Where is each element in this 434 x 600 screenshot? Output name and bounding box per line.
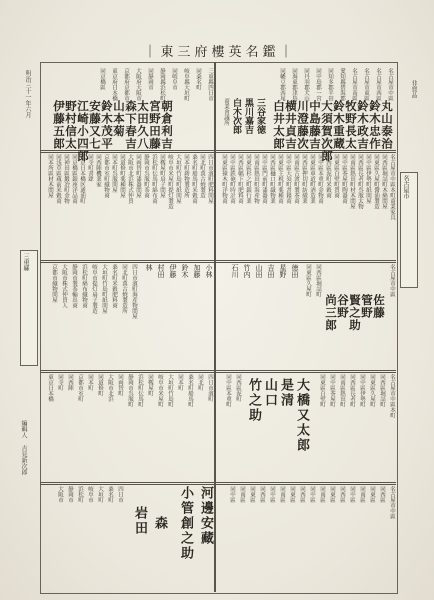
s2r-19: 同西區幅下町肥料商 [237, 154, 243, 204]
s2l-2: 桑名町船馬町米穀商 [191, 154, 197, 204]
s5r-13: 同西區 [259, 486, 265, 503]
s2l-14: 同西陣機業家 [95, 154, 101, 187]
s3l-small-3: 大垣町竹島町紙問屋 [101, 264, 107, 314]
s2r-6: 同中區茶屋町陶器商 [341, 154, 347, 204]
s5l-small-3: 岐阜市 [87, 486, 93, 503]
s2l-9: 同両替町漆器問屋 [135, 154, 141, 198]
s2l-13: 京都市室町織物商 [103, 154, 109, 198]
s2l-17: 同京橋區銀座洋品商 [71, 154, 77, 204]
s3l-small-4: 岐阜市提灯扇子製造 [91, 264, 97, 314]
sec5-right [218, 486, 394, 590]
s5r-10: 同東區 [289, 486, 295, 503]
small-tr-5: 同知多郡半田 [327, 68, 333, 101]
s2r-18: 同東區杉之町銀行業 [245, 154, 251, 204]
sec2-right [218, 154, 394, 258]
s4l-2: 桑名町船馬町 [187, 374, 193, 407]
left-side-box-text-0: 三重縣 [22, 253, 29, 271]
sec4-big-3: 竹之助 [246, 378, 261, 423]
name-top-right-4: 鈴木重蔵 [332, 100, 346, 150]
name-top-left-9: 伊藤五郎 [52, 100, 66, 150]
s5r-16: 同中區 [229, 486, 235, 503]
s2l-15: 同寺町書肆 [87, 154, 93, 182]
name-top-left-5: 鈴木茂平 [100, 100, 114, 150]
s3r-small-1: 同西區堀詰町 [315, 264, 321, 297]
s4r-small-1: 同西區堀詰町 [379, 374, 385, 407]
sec3-big-0: 佐藤 [372, 294, 386, 319]
s3r-row-4: 竹内 [243, 264, 251, 278]
divider-2 [40, 260, 396, 263]
s5l-small-6: 大阪市 [57, 486, 63, 503]
left-margin-date: 明治三十一年六月 [24, 70, 31, 118]
name-top-right-6: 中島藤吉 [308, 100, 322, 150]
name-top-right-3: 牧野長太 [344, 100, 358, 150]
s4r-small-3: 同中區伊勢町 [359, 374, 365, 407]
s2r-21: 同東區撞木町洋物商 [221, 154, 227, 204]
s3l-row-3: 伊藤 [169, 264, 177, 278]
small-tr-9: 同幡豆郡西尾 [279, 68, 285, 101]
s4r-small-2: 同東區久屋町 [369, 374, 375, 407]
sec3-big-1: 管野 [360, 294, 374, 319]
name-top-right-2: 鈴木政吉 [356, 100, 370, 150]
s3r-small-0: 名古屋市中區 [389, 264, 395, 297]
s5r-2: 同東區 [369, 486, 375, 503]
s2l-0: 四日市濱町肥料問屋 [207, 154, 213, 204]
s4l-13: 京都市室町 [77, 374, 83, 402]
top-mid-1: 黒川嘉吉 [243, 98, 253, 134]
s2r-4: 同西區長者町呉服太物 [357, 154, 363, 209]
s2r-5: 同南區熱田町材木問屋 [349, 154, 355, 209]
s2r-3: 同中區伊勢町紙問屋 [365, 154, 371, 204]
s2r-12: 同南區古渡町製茶商 [293, 154, 299, 204]
s3l-small-8: 京都市織物問屋 [51, 264, 57, 303]
s2r-9: 同中區本重町金物商 [317, 154, 323, 204]
s5r-11: 同南區 [279, 486, 285, 503]
s2l-20: 同本所區材木問屋 [47, 154, 53, 198]
small-tr-7: 同丹羽郡犬山 [303, 68, 309, 101]
s4l-6: 同靱屋町 [147, 374, 153, 396]
left-side-box [20, 250, 38, 366]
top-mid-2: 白木次郎 [231, 98, 241, 134]
s5r-1: 同西區 [379, 486, 385, 503]
s4r-small-4: 同西區長者町 [349, 374, 355, 407]
sec5-left [44, 486, 212, 590]
s4r-small-6: 同中區茶屋町 [329, 374, 335, 407]
small-tl-9: 同京橋區 [99, 68, 105, 90]
sec3-right [218, 264, 394, 368]
s5r-4: 同中區 [349, 486, 355, 503]
s5l-small-2: 大垣町 [97, 486, 103, 503]
divider-4 [40, 482, 396, 485]
name-top-left-7: 江崎小四郎 [76, 100, 90, 163]
sec5-big-1: 小管創之助 [178, 486, 193, 561]
right-margin-label: 非賣品 [410, 80, 417, 98]
s4l-9: 同両替町 [117, 374, 123, 396]
name-top-right-5: 大須賀次郎 [320, 100, 334, 163]
s2r-8: 同西區泥町米穀商 [325, 154, 331, 198]
s5l-small-4: 浜松町 [77, 486, 83, 503]
name-top-left-3: 森下春吉 [124, 100, 138, 150]
s2l-11: 同道修町薬種問屋 [119, 154, 125, 198]
s2l-1: 同北町萬古焼製造 [199, 154, 205, 198]
s2l-8: 静岡市呉服町茶商 [143, 154, 149, 198]
divider-1 [40, 150, 396, 153]
s4l-14: 同西陣 [67, 374, 73, 391]
s3l-small-7: 大阪市株式仲買人 [61, 264, 67, 308]
s3r-row-2: 吉田 [267, 264, 275, 278]
s2l-3: 同本町鋳物製造所 [183, 154, 189, 198]
s5r-3: 同南區 [359, 486, 365, 503]
s2l-4: 大垣町竹島町紙問屋 [175, 154, 181, 204]
s4l-0: 四日市濱町 [207, 374, 213, 402]
small-tr-4: 愛知縣碧海郡 [339, 68, 345, 101]
s3r-row-5: 石川 [231, 264, 239, 278]
s3l-small-0: 四日市濱町海産物問屋 [131, 264, 137, 319]
s3l-small-6: 静岡市製茶輸出商 [71, 264, 77, 308]
s4l-5: 岐阜市米屋町 [157, 374, 163, 407]
s5r-0: 名古屋市中區 [389, 486, 395, 519]
s5r-9: 同西區 [299, 486, 305, 503]
s2r-1: 同西區堀詰町木綿問屋 [381, 154, 387, 209]
s4r-small-0: 名古屋市中區本町 [389, 374, 395, 418]
s2r-10: 同東區車道町酒造業 [309, 154, 315, 204]
s4r-small-7: 同東區白壁町 [319, 374, 325, 407]
s3l-row-1: 加藤 [193, 264, 201, 278]
s2r-17: 同南區熱田町海産物 [253, 154, 259, 204]
name-top-right-9: 白井太郎 [272, 100, 286, 150]
s4l-16: 東京日本橋 [47, 374, 53, 402]
s4l-1: 同北町 [197, 374, 203, 391]
right-side-box [400, 172, 418, 288]
s3l-row-5: 林 [145, 264, 153, 271]
sec2-left [44, 154, 212, 258]
s4l-12: 同本町 [87, 374, 93, 391]
s3l-row-4: 村田 [157, 264, 165, 278]
sec4-big-1: 是清 [278, 378, 293, 408]
s5r-12: 同中區 [269, 486, 275, 503]
top-right-names [268, 100, 394, 163]
s5r-5: 同西區 [339, 486, 345, 503]
s2r-2: 同東區久屋町醬油製造 [373, 154, 379, 209]
small-tr-6: 同中島郡一宮 [315, 68, 321, 101]
s5r-15: 同南區 [239, 486, 245, 503]
s2r-14: 同東區主税町薬種商 [277, 154, 283, 204]
s2r-0: 名古屋市中區本町商業家具 [389, 154, 395, 220]
s5l-small-0: 四日市 [117, 486, 123, 503]
sec3-left [44, 264, 212, 368]
s4l-11: 同道修町 [97, 374, 103, 396]
s3l-small-1: 同北町萬古焼製造所 [121, 264, 127, 314]
top-mid-0: 三谷家徳 [255, 98, 265, 134]
sec4-big-2: 山口 [262, 378, 277, 408]
s5r-7: 同南區 [319, 486, 325, 503]
right-side-box-text: 名古屋市 [402, 175, 409, 199]
small-tr-1: 名古屋市西區 [375, 68, 381, 101]
top-mid-small: 商業會議所 [223, 98, 229, 126]
sec3-big-2: 賢之助 [348, 294, 362, 332]
s3l-small-2: 桑名町米穀肥料商 [111, 264, 117, 308]
s4l-10: 大阪市北浜 [107, 374, 113, 402]
s5l-small-1: 桑名町 [107, 486, 113, 503]
sec4-big-0: 大橋又太郎 [294, 378, 309, 453]
s3r-row-0: 徳田 [291, 264, 299, 278]
s3l-row-2: 鈴木 [181, 264, 189, 278]
s4r-small-5: 同南區熱田町 [339, 374, 345, 407]
s4l-3: 同本町 [177, 374, 183, 391]
s3r-small-2: 同東區久屋町 [305, 264, 311, 297]
small-tl-1: 同桑名町 [195, 68, 201, 90]
name-top-right-8: 横井貞吉 [284, 100, 298, 150]
top-left-small [84, 68, 213, 101]
name-top-right-7: 川澄藤次 [296, 100, 310, 150]
divider-3 [40, 370, 396, 373]
small-tl-2: 岐阜縣大垣町 [183, 68, 189, 101]
editor-footer: 編輯人 吉見新次郎 [20, 420, 27, 475]
small-tl-4: 静岡縣浜松町 [159, 68, 165, 101]
small-tl-7: 京都府京都市 [123, 68, 129, 101]
s2l-10: 大阪市北浜株式仲買 [127, 154, 133, 204]
sec3-big-4: 尚三郎 [324, 294, 338, 332]
s2r-15: 同西區樋口町織物業 [269, 154, 275, 204]
s2r-13: 同中區大須町書籍商 [285, 154, 291, 204]
sec3-big-3: 谷野 [336, 294, 350, 319]
s2l-16: 東京日本橋区通油町 [79, 154, 85, 204]
sec5-big-3: 岩田 [132, 506, 147, 536]
sec5-big-2: 森 [152, 516, 167, 531]
s2r-20: 同中區鉄砲町時計商 [229, 154, 235, 204]
s2l-7: 浜松町伝馬町綿布商 [151, 154, 157, 204]
name-top-left-0: 朝倉利吉 [160, 100, 174, 150]
sec4-right [218, 374, 394, 480]
s2r-7: 同東區白壁町質商 [333, 154, 339, 198]
small-tl-3: 同岐阜市 [171, 68, 177, 90]
s4r-small-8: 同西區泥町 [235, 374, 241, 402]
s2l-12: 同本町呉服問屋 [111, 154, 117, 193]
s4l-4: 大垣町竹島町 [167, 374, 173, 407]
small-tr-3: 名古屋市南區 [351, 68, 357, 101]
s3l-row-0: 小林 [205, 264, 213, 278]
s3r-row-1: 星野 [279, 264, 287, 278]
s4r-small-9: 同中區本重町 [225, 374, 231, 407]
name-top-right-1: 鈴木忠作 [368, 100, 382, 150]
top-right-small [262, 68, 393, 101]
s2l-19: 同浅草區蔵前米穀商 [55, 154, 61, 204]
name-top-right-0: 丸山泰治 [380, 100, 394, 150]
top-left-names [46, 100, 212, 163]
small-tl-0: 三重縣四日市 [207, 68, 213, 101]
name-top-left-6: 安藤又七 [88, 100, 102, 150]
s2l-5: 岐阜市米屋町提灯製造 [167, 154, 173, 209]
s2l-6: 同靱屋町扇子問屋 [159, 154, 165, 198]
s2r-11: 同西區押切町紡績業 [301, 154, 307, 204]
small-tl-5: 同静岡市 [147, 68, 153, 90]
name-top-left-4: 山本菊 [112, 100, 126, 138]
name-top-left-8: 野村信太 [64, 100, 78, 150]
s4l-15: 同寺町 [57, 374, 63, 391]
small-tr-8: 同海東郡津島 [291, 68, 297, 101]
s5r-14: 同東區 [249, 486, 255, 503]
s5r-8: 同中區 [309, 486, 315, 503]
small-tr-2: 名古屋市東區 [363, 68, 369, 101]
s5r-6: 同東區 [329, 486, 335, 503]
s2r-16: 同中區門前町漆器商 [261, 154, 267, 204]
page-title: ｜東三府樓英名鑑｜ [143, 45, 297, 60]
sec4-left [44, 374, 212, 480]
sec5-big-0: 河邊安藏 [198, 486, 213, 546]
name-top-left-1: 宮野田藤 [148, 100, 162, 150]
small-tl-8: 東京府日本橋 [111, 68, 117, 101]
s2l-18: 同神田區鍛冶町金物 [63, 154, 69, 204]
s4l-7: 浜松町伝馬町 [137, 374, 143, 407]
s5l-small-5: 静岡市 [67, 486, 73, 503]
name-top-left-2: 太田久八 [136, 100, 150, 150]
small-tl-6: 大阪府大阪市 [135, 68, 141, 101]
s3l-small-5: 浜松町綿布織物商 [81, 264, 87, 308]
s4l-8: 静岡市呉服町 [127, 374, 133, 407]
s3r-row-3: 山田 [255, 264, 263, 278]
top-mid [216, 68, 266, 150]
small-tr-0: 名古屋市中區 [387, 68, 393, 101]
